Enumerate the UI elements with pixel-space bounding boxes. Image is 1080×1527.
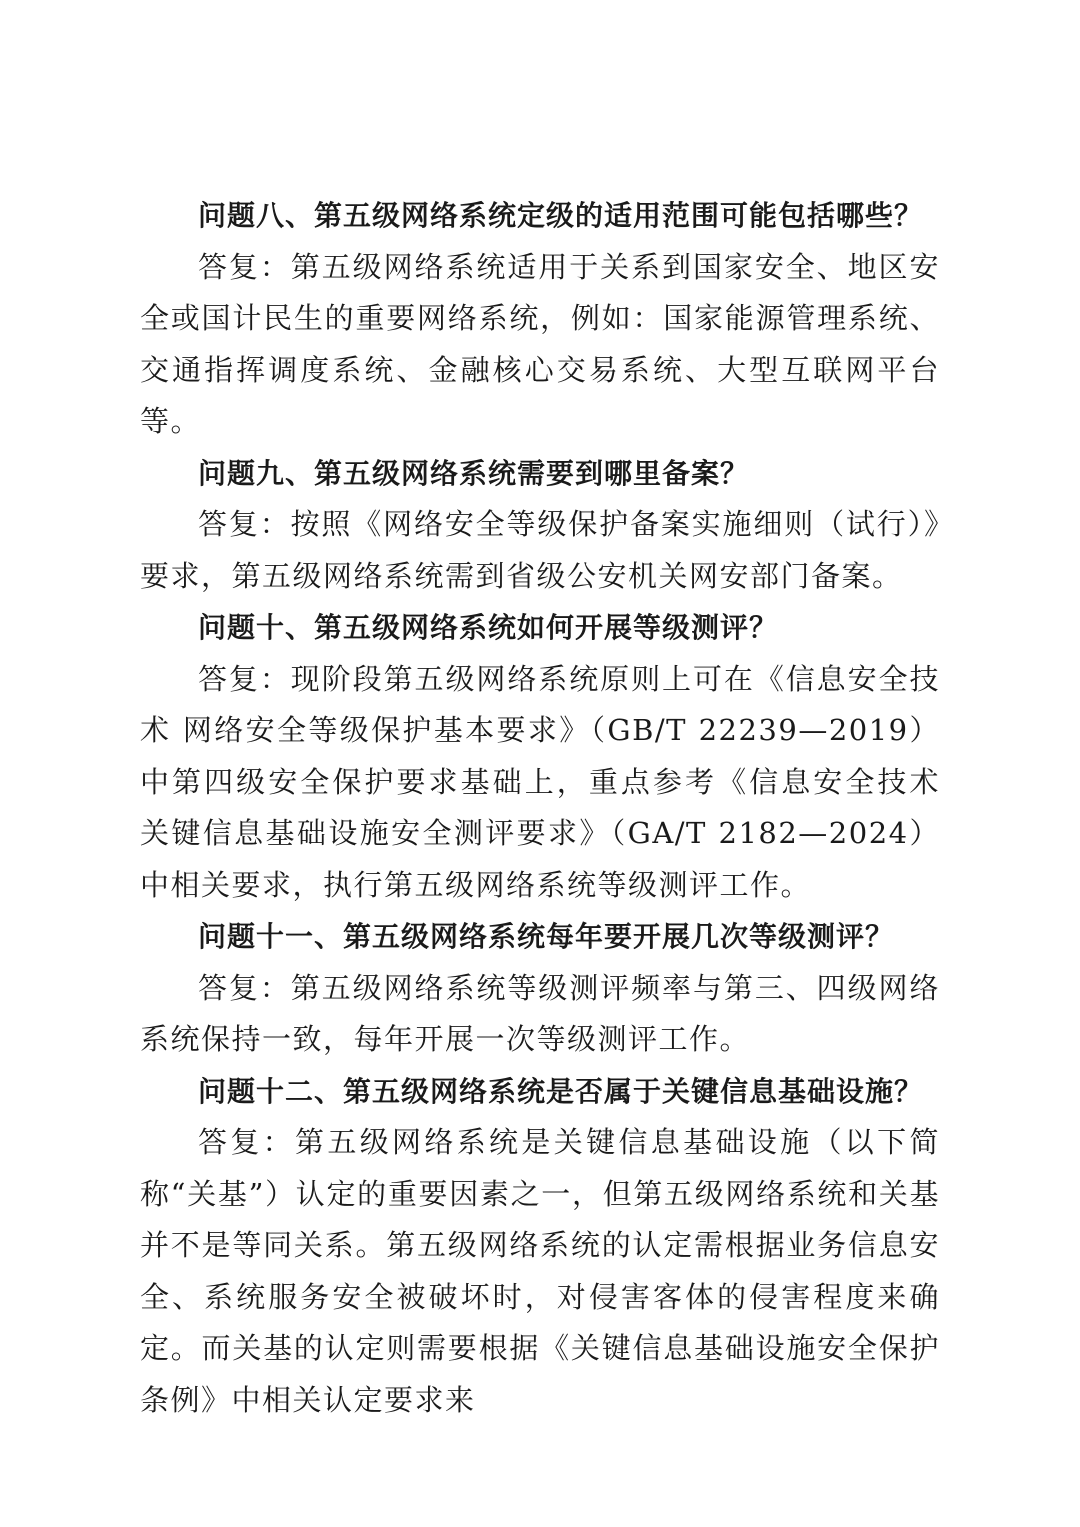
question-11-heading: 问题十一、第五级网络系统每年要开展几次等级测评？ <box>198 920 895 953</box>
answer-10-paragraph: 答复：现阶段第五级网络系统原则上可在《信息安全技术 网络安全等级保护基本要求》（GB/T 22239—2019）中第四级安全保护要求基础上，重点参考《信息安全技术 关键信息基础设施安全测评要求》（GA/T 2182—2024）中相关要求，执行第五级网络系统等级测评工作。 <box>140 661 940 902</box>
question-9-heading: 问题九、第五级网络系统需要到哪里备案？ <box>198 456 750 490</box>
answer-11-paragraph: 答复：第五级网络系统等级测评频率与第三、四级网络系统保持一致，每年开展一次等级测评工作。 <box>140 970 940 1056</box>
answer-9-paragraph: 答复：按照《网络安全等级保护备案实施细则（试行）》要求，第五级网络系统需到省级公安机关网安部门备案。 <box>140 507 940 593</box>
answer-12-paragraph: 答复：第五级网络系统是关键信息基础设施（以下简称“关基”）认定的重要因素之一，但第五级网络系统和关基并不是等同关系。第五级网络系统的认定需根据业务信息安全、系统服务安全被破坏时，对侵害客体的侵害程度来确定。而关基的认定则需要根据《关键信息基础设施安全保护条例》中相关认定要求来 <box>140 1125 940 1417</box>
answer-8-paragraph: 答复：第五级网络系统适用于关系到国家安全、地区安全或国计民生的重要网络系统，例如：国家能源管理系统、交通指挥调度系统、金融核心交易系统、大型互联网平台等。 <box>140 249 940 438</box>
question-10-heading: 问题十、第五级网络系统如何开展等级测评？ <box>198 611 779 644</box>
document-body <box>140 190 940 1426</box>
question-8-heading: 问题八、第五级网络系统定级的适用范围可能包括哪些？ <box>198 199 924 232</box>
question-12-heading: 问题十二、第五级网络系统是否属于关键信息基础设施？ <box>198 1074 924 1108</box>
